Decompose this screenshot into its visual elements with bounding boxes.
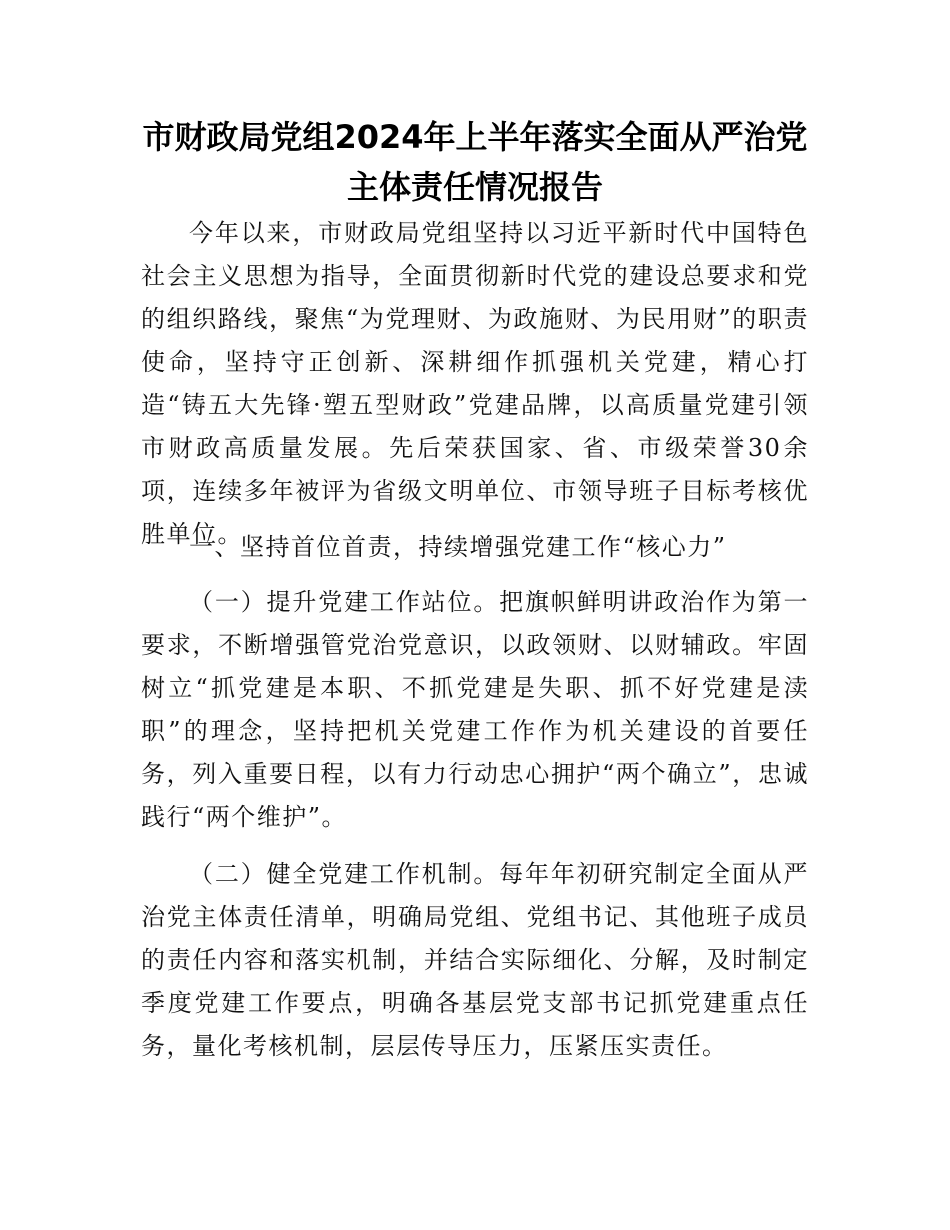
section-item-2: （二）健全党建工作机制。每年年初研究制定全面从严治党主体责任清单，明确局党组、党组书记、其他班子成员的责任内容和落实机制，并结合实际细化、分解，及时制定季度党建工作要点，明确各基层党支部书记抓党建重点任务，量化考核机制，层层传导压力，压紧压实责任。 xyxy=(141,860,809,1060)
intro-paragraph: 今年以来，市财政局党组坚持以习近平新时代中国特色社会主义思想为指导，全面贯彻新时代党的建设总要求和党的组织路线，聚焦“为党理财、为政施财、为民用财”的职责使命，坚持守正创新、深耕细作抓强机关党建，精心打造“铸五大先锋·塑五型财政”党建品牌，以高质量党建引领市财政高质量发展。先后荣获国家、省、市级荣誉30余项，连续多年被评为省级文明单位、市领导班子目标考核优胜单位。 xyxy=(141,219,809,548)
title-line-1: 市财政局党组2024年上半年落实全面从严治党 xyxy=(142,118,808,156)
title-line-2: 主体责任情况报告 xyxy=(346,168,603,206)
section-heading-1: 一、坚持首位首责，持续增强党建工作“核心力” xyxy=(189,533,727,561)
section-item-1: （一）提升党建工作站位。把旗帜鲜明讲政治作为第一要求，不断增强管党治党意识，以政领财、以财辅政。牢固树立“抓党建是本职、不抓党建是失职、抓不好党建是渎职”的理念，坚持把机关党建工作作为机关建设的首要任务，列入重要日程，以有力行动忠心拥护“两个确立”，忠诚践行“两个维护”。 xyxy=(141,588,809,831)
document-title xyxy=(100,112,850,212)
